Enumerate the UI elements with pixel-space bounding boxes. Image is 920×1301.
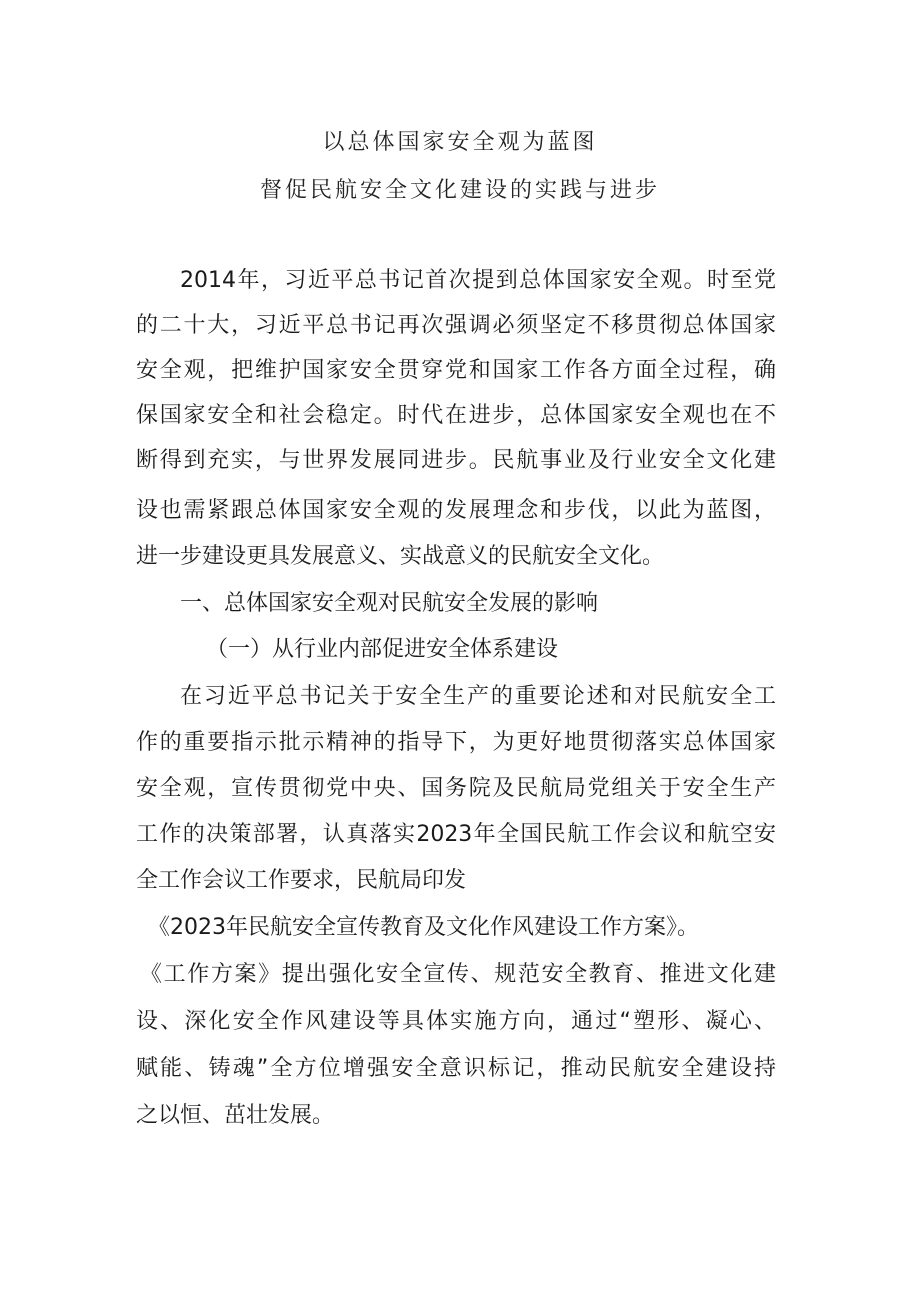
paragraph-1-line-2: 的二十大，习近平总书记再次强调必须坚定不移贯彻总体国家 <box>136 313 776 338</box>
paragraph-2-line-10: 之以恒、茁壮发展。 <box>136 1103 335 1128</box>
document-title-line-1: 以总体国家安全观为蓝图 <box>322 130 598 155</box>
paragraph-1-line-1: 2014年，习近平总书记首次提到总体国家安全观。时至党 <box>180 268 776 293</box>
paragraph-2-line-9: 赋能、铸魂”全方位增强安全意识标记，推动民航安全建设持 <box>136 1056 776 1081</box>
paragraph-2-line-5: 全工作会议工作要求，民航局印发 <box>136 868 467 893</box>
paragraph-1-line-3: 安全观，把维护国家安全贯穿党和国家工作各方面全过程，确 <box>136 358 776 383</box>
paragraph-2-line-3: 安全观，宣传贯彻党中央、国务院及民航局党组关于安全生产 <box>136 776 776 801</box>
paragraph-2-line-1: 在习近平总书记关于安全生产的重要论述和对民航安全工 <box>180 684 776 709</box>
paragraph-2-line-7: 《工作方案》提出强化安全宣传、规范安全教育、推进文化建 <box>140 962 776 987</box>
paragraph-1-line-5: 断得到充实，与世界发展同进步。民航事业及行业安全文化建 <box>136 448 776 473</box>
paragraph-1-line-7: 进一步建设更具发展意义、实战意义的民航安全文化。 <box>136 544 665 569</box>
paragraph-2-line-6: 《2023年民航安全宣传教育及文化作风建设工作方案》。 <box>148 915 699 940</box>
paragraph-1-line-6: 设也需紧跟总体国家安全观的发展理念和步伐，以此为蓝图， <box>136 498 776 523</box>
document-title-line-2: 督促民航安全文化建设的实践与进步 <box>259 178 660 203</box>
paragraph-1-line-4: 保国家安全和社会稳定。时代在进步，总体国家安全观也在不 <box>136 403 776 428</box>
paragraph-2-line-2: 作的重要指示批示精神的指导下，为更好地贯彻落实总体国家 <box>136 730 776 755</box>
section-heading-1: 一、总体国家安全观对民航安全发展的影响 <box>180 591 599 616</box>
subsection-heading-1: （一）从行业内部促进安全体系建设 <box>206 637 559 662</box>
paragraph-2-line-4: 工作的决策部署，认真落实2023年全国民航工作会议和航空安 <box>136 822 776 847</box>
paragraph-2-line-8: 设、深化安全作风建设等具体实施方向，通过“塑形、凝心、 <box>136 1009 776 1034</box>
